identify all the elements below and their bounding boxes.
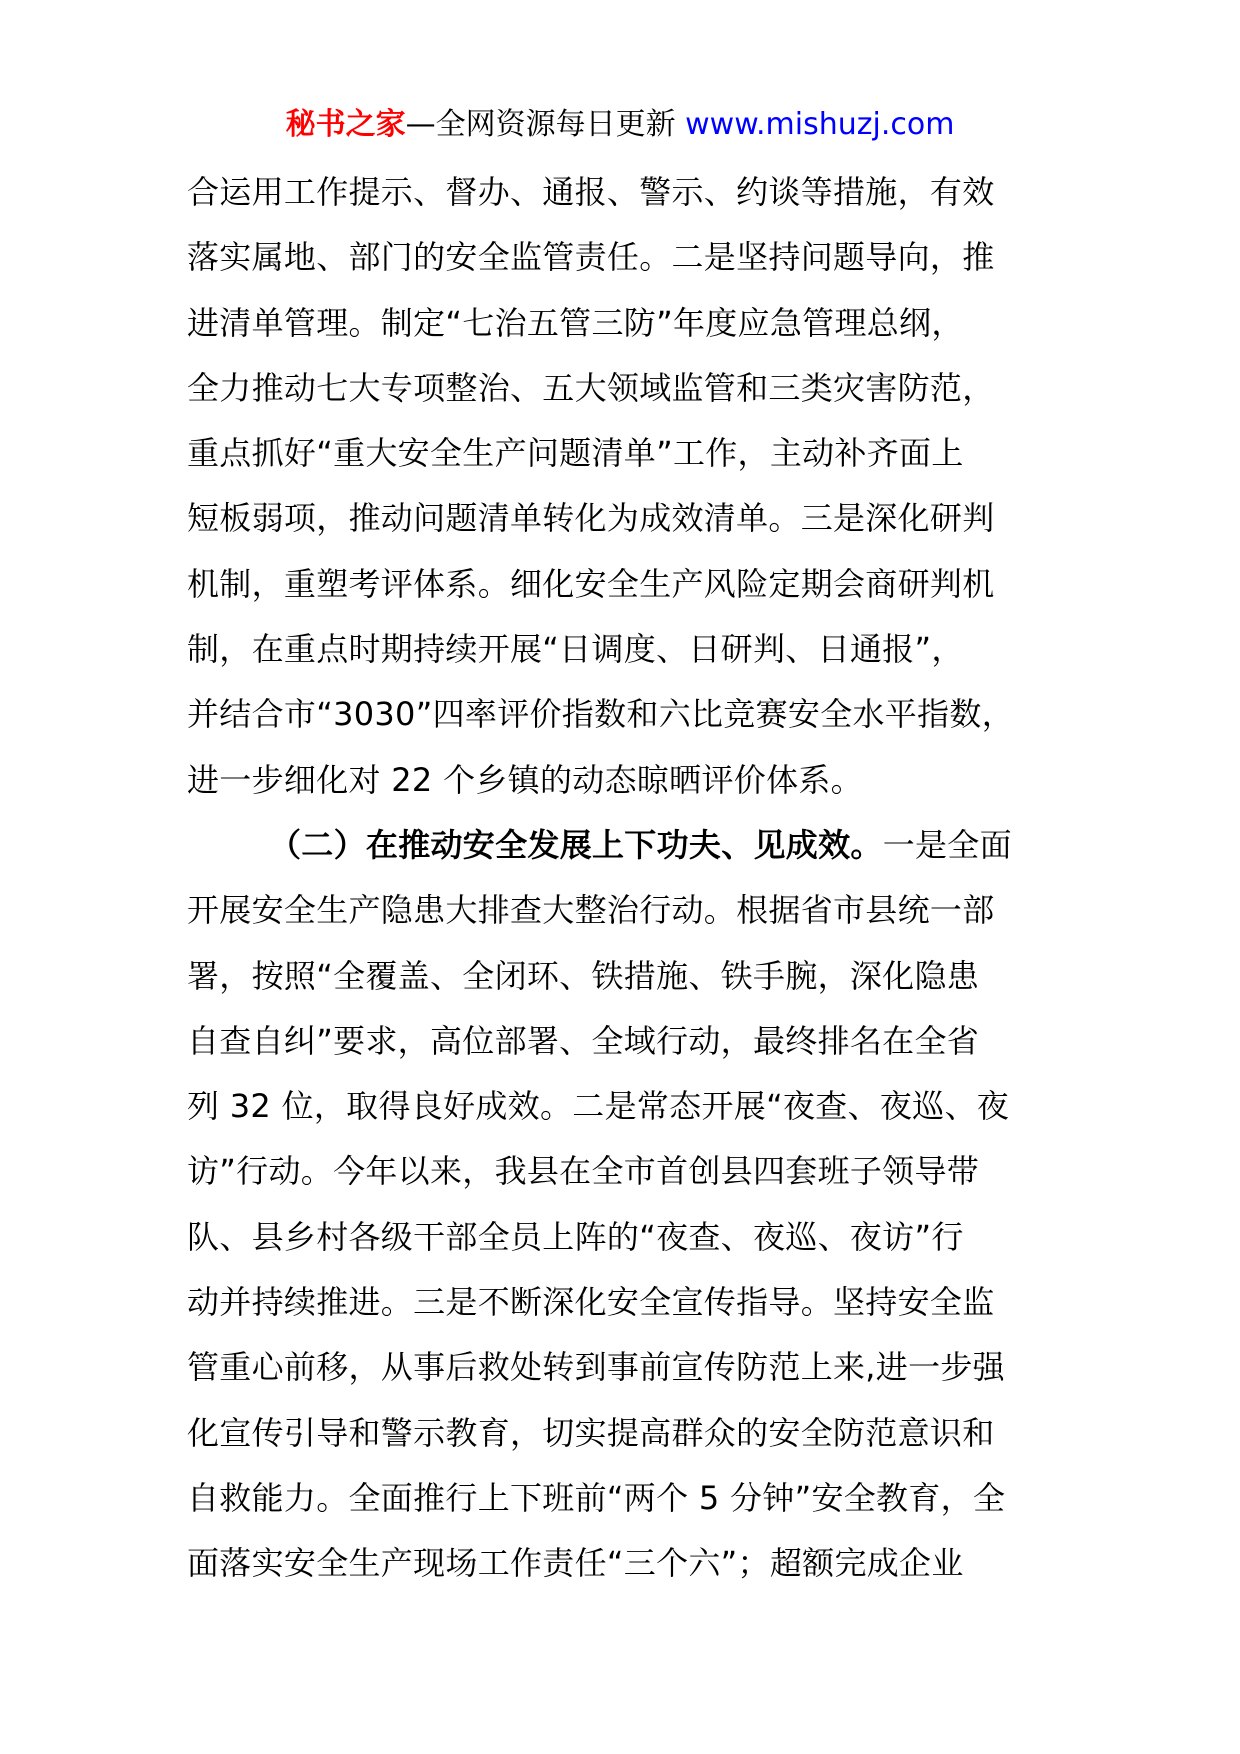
text-line: 重点抓好“重大安全生产问题清单”工作，主动补齐面上 <box>187 434 964 473</box>
text-line: 开展安全生产隐患大排查大整治行动。根据省市县统一部 <box>187 891 995 930</box>
text-line: 全力推动七大专项整治、五大领域监管和三类灾害防范， <box>187 368 995 407</box>
text-line: 访”行动。今年以来，我县在全市首创县四套班子领导带 <box>187 1152 980 1191</box>
section-heading: （二）在推动安全发展上下功夫、见成效。 <box>269 825 883 864</box>
text-line: 落实属地、部门的安全监管责任。二是坚持问题导向，推 <box>187 238 995 277</box>
text-line: 短板弱项，推动问题清单转化为成效清单。三是深化研判 <box>187 499 995 538</box>
text-line: 自查自纠”要求，高位部署、全域行动，最终排名在全省 <box>187 1021 980 1060</box>
brand-name: 秘书之家 <box>285 107 406 142</box>
text-line: 进清单管理。制定“七治五管三防”年度应急管理总纲， <box>187 303 964 342</box>
page-header <box>0 100 1240 150</box>
text-line: 管重心前移，从事后救处转到事前宣传防范上来,进一步强 <box>187 1348 1005 1387</box>
text-line: 队、县乡村各级干部全员上阵的“夜查、夜巡、夜访”行 <box>187 1217 964 1256</box>
document-body <box>187 160 1067 1597</box>
text-line: 机制，重塑考评体系。细化安全生产风险定期会商研判机 <box>187 564 995 603</box>
text-line: 自救能力。全面推行上下班前“两个 5 分钟”安全教育，全 <box>187 1478 1006 1517</box>
text-line: 列 32 位，取得良好成效。二是常态开展“夜查、夜巡、夜 <box>187 1087 1010 1126</box>
text-line: 动并持续推进。三是不断深化安全宣传指导。坚持安全监 <box>187 1283 995 1322</box>
text-line: 进一步细化对 22 个乡镇的动态晾晒评价体系。 <box>187 760 863 799</box>
site-url-link[interactable]: www.mishuzj.com <box>685 107 955 142</box>
section-heading-line <box>187 813 1067 878</box>
text-line: 署，按照“全覆盖、全闭环、铁措施、铁手腕，深化隐患 <box>187 956 980 995</box>
text-line: 化宣传引导和警示教育，切实提高群众的安全防范意识和 <box>187 1413 995 1452</box>
text-line: 合运用工作提示、督办、通报、警示、约谈等措施，有效 <box>187 173 995 211</box>
text-line: 面落实安全生产现场工作责任“三个六”；超额完成企业 <box>187 1544 964 1583</box>
header-slogan: —全网资源每日更新 <box>405 107 686 142</box>
text-line: 并结合市“3030”四率评价指数和六比竞赛安全水平指数， <box>187 695 1014 734</box>
text-line: 制，在重点时期持续开展“日调度、日研判、日通报”， <box>187 630 964 669</box>
section-heading-rest: 一是全面 <box>882 825 1012 864</box>
